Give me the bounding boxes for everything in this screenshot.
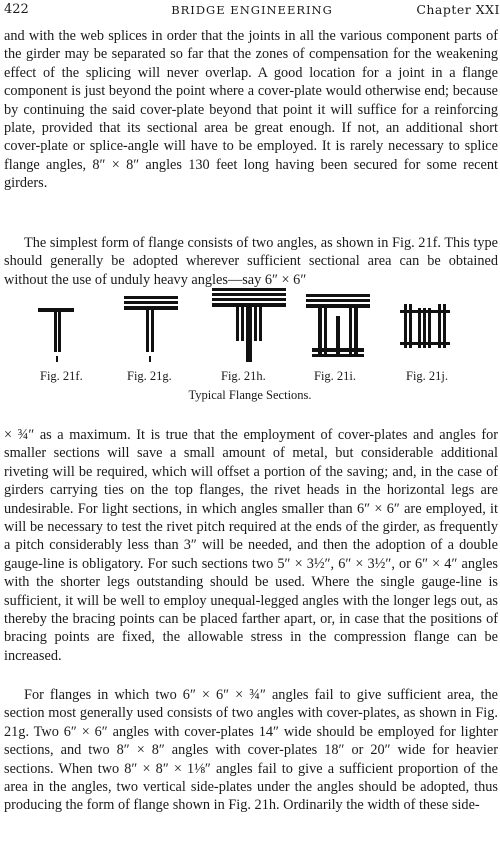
fig-21h-drawing bbox=[212, 288, 286, 362]
paragraph-1: and with the web splices in order that the joints in all the various component parts of the girder may be separated so far that the zones of compensation for the weakening effect of the splicing will never overlap. A good location for a joint in a flange component is just beyond the point where a cover-plate would otherwise end; because by continuing the said cover-plate beyond that point it will suffice for a reinforcing plate, provided that its sectional area be great enough. If not, an additional short cover-plate or splice-angle will have to be employed. It is rarely necessary to splice flange angles, 8″ × 8″ angles 130 feet long having been secured for some recent girders. bbox=[4, 28, 498, 192]
paragraph-3: × ¾″ as a maximum. It is true that the employment of cover-plates and angles for smaller sections will save a small amount of metal, but considerable additional riveting will be required, which will offset a portion of the saving; and, in the case of girders carrying ties on the top flanges, the rivet heads in the horizontal legs are undesirable. For light sections, in which angles smaller than 6″ × 6″ are employed, it will be necessary to test the rivet pitch required at the ends of the girder, as frequently a pitch considerably less than 3″ will be needed, and then the adoption of a double gauge-line is obligatory. For such sections two 5″ × 3½″, 6″ × 3½″, or 6″ × 4″ angles with the shorter legs outstanding should be used. Where the single gauge-line is sufficient, it will be well to employ unequal-legged angles with the longer legs out, as thereby the bracing points can be placed farther apart, or, in case that the positions of bracing points are fixed, the allowable stress in the compression flange can be increased. bbox=[4, 427, 498, 664]
chapter-label: Chapter XXI bbox=[416, 2, 500, 17]
flange-section-drawings bbox=[0, 286, 500, 368]
fig-21i-label: Fig. 21i. bbox=[314, 369, 357, 383]
figure-caption: Typical Flange Sections. bbox=[188, 388, 312, 402]
fig-21f-label: Fig. 21f. bbox=[40, 369, 83, 383]
paragraph-4: For flanges in which two 6″ × 6″ × ¾″ angles fail to give sufficient area, the section most generally used consists of two angles with cover-plates, as shown in Fig. 21g. Two 6″ × 6″ angles with cover-plates 14″ wide should be employed for lighter sections, and two 8″ × 8″ angles with cover-plates 18″ or 20″ wide for heavier sections. When two 8″ × 8″ × 1⅛″ angles fail to give a sufficient proportion of the area in the angles, two vertical side-plates under the angles should be adopted, thus producing the form of flange shown in Fig. 21h. Ordinarily the width of these side- bbox=[4, 687, 498, 814]
fig-21j-label: Fig. 21j. bbox=[406, 369, 449, 383]
fig-21j-drawing bbox=[400, 304, 450, 348]
page-number: 422 bbox=[4, 2, 29, 17]
paragraph-2: The simplest form of flange consists of two angles, as shown in Fig. 21f. This type should generally be adopted wherever sufficient sectional area can be obtained without the use of unduly heavy angles—say 6″ × 6″ bbox=[4, 235, 498, 288]
running-title: BRIDGE ENGINEERING bbox=[171, 3, 333, 17]
page-header bbox=[4, 2, 500, 22]
fig-21i-drawing bbox=[306, 294, 370, 357]
fig-21h-label: Fig. 21h. bbox=[221, 369, 266, 383]
fig-21g-drawing bbox=[124, 296, 178, 362]
fig-21f-drawing bbox=[38, 308, 74, 362]
fig-21g-label: Fig. 21g. bbox=[127, 369, 172, 383]
